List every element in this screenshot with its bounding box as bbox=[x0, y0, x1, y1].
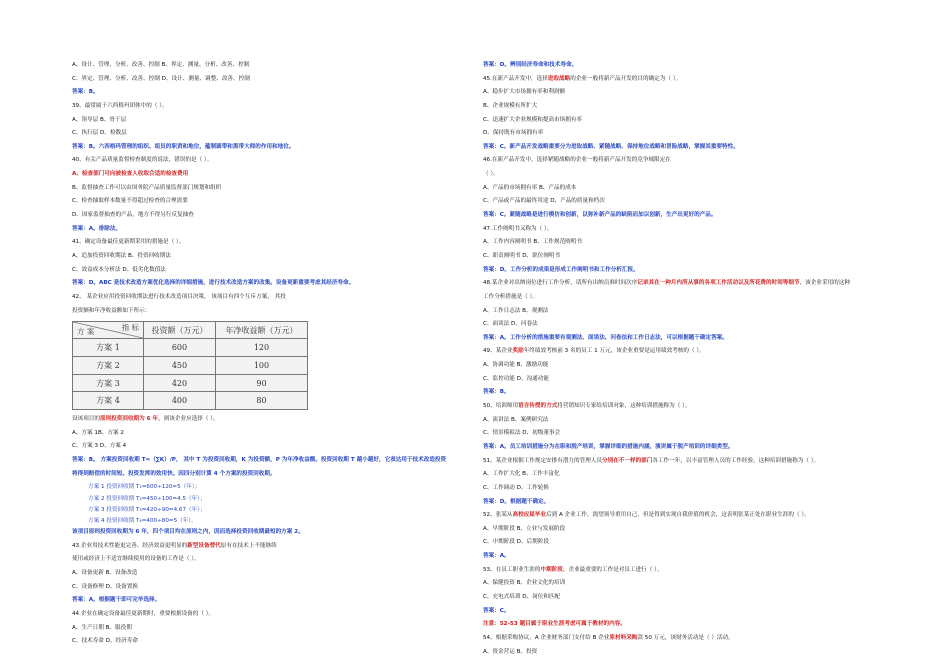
text-line: 使用或经济上不适宜继续使用的设备的工作是（ ）。 bbox=[72, 556, 200, 563]
answer-line: 答案：A。根据题干即可完毕选择。 bbox=[72, 597, 161, 604]
text-line: 42、 某企业应用投资回收期法进行技术改造项目决策， 该项目有四个互斥方案， 其投 bbox=[72, 293, 286, 300]
text-line: D、国家监督抽查的产品，地方不得另行反复抽查 bbox=[72, 212, 194, 219]
table-row bbox=[73, 356, 308, 374]
table-header-indicator: 指 标 bbox=[121, 323, 139, 333]
table-cell: 450 bbox=[144, 356, 216, 374]
text-line: A、方案 1B、方案 2 bbox=[72, 429, 124, 436]
text-line bbox=[483, 76, 883, 82]
answer-line: 答案：C。新产品开发战略重要分为进取战略、紧随战略、保持地位战略和冒险战略，掌握其重要特性。 bbox=[483, 143, 739, 150]
highlight-run: 记录其在一种月内所从事的各项工作活动以及所花费的时间等细节 bbox=[637, 280, 800, 287]
highlight-line: A、检查部门可向被检查人收取合适的检查费用 bbox=[72, 171, 189, 178]
text-run: 52、张某从 bbox=[483, 512, 513, 519]
table-cell: 方案 2 bbox=[73, 356, 144, 374]
text-run: 各工作一年，以丰富管理人员的工作经验，这种培训措施称为（ ）。 bbox=[652, 457, 820, 464]
text-line: C、工作调动 D、工作轮换 bbox=[483, 484, 549, 491]
table-cell: 100 bbox=[215, 356, 307, 374]
highlight-run: 分别在不一样的部门 bbox=[602, 457, 653, 464]
answer-line: 答案：B。 bbox=[483, 389, 510, 396]
text-line: B、监督抽查工作可以由国务院产品质量监督部门规划和组织 bbox=[72, 184, 222, 191]
text-line: 46.在新产品开发中，选择紧随战略的企业一般将新产品开发的竞争域限定在 bbox=[483, 157, 671, 164]
text-line: C、方案 3 D、方案 4 bbox=[72, 443, 127, 450]
table-cell: 400 bbox=[144, 392, 216, 410]
answer-line: 答案：A。工作分析的措施重要有观测法、面谈法、问卷法和工作日志法，可以根据题干确定答案。 bbox=[483, 334, 728, 341]
text-line: A、工作日志法 B、观测法 bbox=[483, 307, 549, 314]
answer-line: 答案：D。工作分析的成果是形成工作阐明书和工作分析汇报。 bbox=[483, 266, 639, 273]
text-line: A、设计、管理、分析、改善、控制 B、界定、测量、分析、改善、控制 bbox=[72, 62, 250, 68]
text-line: C、职责阐明书 D、职位阐明书 bbox=[483, 252, 561, 259]
table-header-return: 年净收益额（万元） bbox=[215, 322, 307, 339]
text-line bbox=[483, 348, 883, 354]
highlight-run: 新型设备替代 bbox=[187, 542, 221, 549]
text-run: 48.某企业对出纳岗位进行工作分析，请所有出纳员准时间次序 bbox=[483, 280, 638, 287]
text-line bbox=[72, 416, 472, 422]
text-line bbox=[483, 635, 883, 641]
text-line: C、面谈法 D、问卷法 bbox=[483, 321, 538, 328]
text-line: C、效益成本分析法 D、低劣化数值法 bbox=[72, 266, 166, 273]
text-line bbox=[72, 308, 472, 314]
calc-line: 方案 1 投资回收期 T₁=600÷120=5（年）； bbox=[88, 484, 201, 491]
table-cell: 方案 3 bbox=[73, 374, 144, 392]
left-column bbox=[72, 62, 472, 652]
answer-line: 答案：B。 方案投资回收期 T=（∑K）/P， 其中 T 为投资回收期，K 为投资额，P 为年净收益额。投资回收期 T 越小越好，它表达用于技术改造投资 bbox=[72, 457, 447, 464]
text-line: A、保健投资 B、企业文化的培训 bbox=[483, 580, 566, 587]
text-line: A、工作内容阐明书 B、工作规范阐明书 bbox=[483, 239, 582, 246]
answer-line: 答案：A。排除法。 bbox=[72, 225, 122, 232]
answer-line: 答案：B。 bbox=[72, 89, 99, 96]
calc-line: 方案 2 投资回收期 T₂=450÷100=4.5（年）； bbox=[88, 495, 206, 502]
text-run: ，企业最重要的工作是对员工进行（ ）。 bbox=[562, 566, 663, 573]
text-line: B、企业规模有所扩大 bbox=[483, 102, 538, 109]
text-run: 53、在员工职业生涯的 bbox=[483, 566, 541, 573]
highlight-run: 原则投资回收期为 6 年 bbox=[99, 416, 159, 423]
highlight-run: 进取战略 bbox=[547, 75, 571, 82]
text-line: 40、有关产品质量监督检查制度的说法，错误的是（ ）。 bbox=[72, 157, 213, 164]
text-line: C、中期阶段 D、后期阶段 bbox=[483, 539, 549, 546]
text-line: 47.工作阐明书又称为（ ）。 bbox=[483, 225, 553, 232]
text-line bbox=[483, 280, 883, 286]
table-cell: 80 bbox=[215, 392, 307, 410]
answer-line: 答案：D。辨别经济寿命和技术寿命。 bbox=[483, 62, 578, 68]
text-line: A、产品的市场拥有率 B、产品的成本 bbox=[483, 184, 577, 191]
answer-line: 答案：D。ABC 是技术改造方案优化选择的详细措施，进行技术改造方案的改集。设备更新重要考虑其经济寿命。 bbox=[72, 280, 355, 287]
text-line: D、保持既有市场拥有率 bbox=[483, 130, 544, 137]
text-run: ，则该企业应选择（ ）。 bbox=[158, 416, 219, 423]
text-line: 41、确定设备最佳更新期采用的措施是（ ）。 bbox=[72, 239, 185, 246]
text-line: C、检查抽取样本数量不得超过检查的合理需要 bbox=[72, 198, 188, 205]
investment-table bbox=[72, 321, 308, 410]
text-line: A、领导层 B、骨干层 bbox=[72, 116, 127, 123]
table-row bbox=[73, 339, 308, 357]
text-line: A、追加投资回收期法 B、投资回收期法 bbox=[72, 252, 171, 259]
text-run: 49、某企业 bbox=[483, 348, 513, 355]
table-row bbox=[73, 374, 308, 392]
text-line bbox=[72, 543, 472, 549]
answer-line: 答案：C。 bbox=[483, 607, 510, 614]
text-line: C、执行层 D、检数层 bbox=[72, 130, 127, 137]
calc-line: 方案 3 投资回收期 T₃=420÷90=4.67（年）； bbox=[88, 506, 206, 513]
text-line bbox=[483, 512, 883, 518]
answer-line: 该项目原则投资回收期为 6 年，四个项目均在原则之内，因而选择投资回收期最短的方案 2。 bbox=[72, 529, 304, 536]
text-line: C、产品或产品的最终用途 D、产品的质量和档次 bbox=[483, 198, 605, 205]
table-cell: 120 bbox=[215, 339, 307, 357]
highlight-run: 高校应届毕业 bbox=[512, 512, 547, 519]
text-line: A、生产日期 B、服役期 bbox=[72, 624, 132, 631]
text-run: 原有在技术上不能继续 bbox=[220, 542, 277, 549]
text-run: 54、根据采购协议，A 企业财务部门支付给 B 企业 bbox=[483, 634, 610, 641]
text-line: C、技术寿命 D、经济寿命 bbox=[72, 638, 138, 645]
text-line: A、稳步扩大市场拥有率和利润额 bbox=[483, 89, 566, 96]
text-line: 44.企业在确定设备最佳更新期时，重要根据设备的（ ）。 bbox=[72, 610, 215, 617]
text-line: C、界定、管理、分析、改善、控制 D、设计、测量、调整、改善、控制 bbox=[72, 75, 250, 82]
table-cell: 420 bbox=[144, 374, 216, 392]
table-header-investment: 投资额（万元） bbox=[144, 322, 216, 339]
text-run: 43.企业用技术性能更完善、经济效益更明显的 bbox=[72, 542, 188, 549]
highlight-run: 语言传授的方式 bbox=[518, 403, 558, 410]
table-cell: 方案 1 bbox=[73, 339, 144, 357]
calc-line: 方案 4 投资回收期 T₄=400÷80=5（年）。 bbox=[88, 517, 197, 524]
table-header-scheme: 方 案 bbox=[77, 327, 95, 337]
text-line: A、资金营运 B、投资 bbox=[483, 648, 538, 655]
text-run: ，该企业采用的这种 bbox=[799, 280, 850, 287]
table-row bbox=[73, 392, 308, 410]
text-run: 年终绩效考核前 3 名的员工 1 万元，该企业重要是运用绩效考核的（ ）。 bbox=[523, 348, 705, 355]
right-column bbox=[483, 62, 883, 662]
text-line: C、情景模拟法 D、初级董事会 bbox=[483, 430, 561, 437]
text-line: C、充电式培训 D、岗位和匹配 bbox=[483, 593, 561, 600]
highlight-line: 注意：52-53 题目属于职业生涯考虑可属于教材的内容。 bbox=[483, 621, 626, 628]
highlight-run: 奖励 bbox=[512, 348, 524, 355]
text-run: 45.在新产品开发中，选择 bbox=[483, 75, 548, 82]
text-line bbox=[483, 403, 883, 409]
answer-line: 答案：B。六西格玛管理的组织、组员的职责和地位，蕴制圆带和黑带大师的作用和地位。 bbox=[72, 143, 295, 150]
answer-line: 将得到赔偿的时间短。投资发挥的效用快。因四分别计算 4 个方案的投资回收期。 bbox=[72, 470, 276, 477]
text-run: 设该项目的 bbox=[72, 416, 100, 423]
text-line bbox=[483, 567, 883, 573]
text-line: A、设备更新 B、设备改造 bbox=[72, 570, 138, 577]
answer-line: 答案：C。紧随战略是进行模仿和创新，以弥补新产品的缺陷而加以创新，生产出更好的产品。 bbox=[483, 212, 717, 219]
answer-line: 答案：A。员工培训措施分为在职和脱产培训，掌握详细的措施内涵，演讲属于脱产培训的详细类型。 bbox=[483, 443, 734, 450]
text-line bbox=[483, 458, 883, 464]
answer-line: 答案：D。根据题干确定。 bbox=[483, 498, 550, 505]
text-run: 将营销知识专家给培训对象，这种培训措施称为（ ）。 bbox=[557, 403, 691, 410]
text-line: 工作分析措施是（ ）。 bbox=[483, 293, 538, 300]
text-run: 款 50 万元，该财务活动是（ ）活动。 bbox=[637, 634, 734, 641]
text-run: 的企业一般将新产品开发的目的确定为（ ）。 bbox=[570, 75, 682, 82]
text-line: A、早期阶段 B、立业与发展阶段 bbox=[483, 525, 566, 532]
text-run: 50、培训师用 bbox=[483, 403, 519, 410]
text-line: （ ）。 bbox=[483, 171, 499, 178]
text-line: C、设备修理 D、设备置换 bbox=[72, 583, 138, 590]
text-run: 后到 A 企业工作，渴望领导重用自己，但是得到实现自我价值的机会，这表明张某正处在职业生涯的（ ）。 bbox=[546, 512, 810, 519]
answer-line: 答案：A。 bbox=[483, 553, 510, 560]
text-line: A、演讲法 B、案例研究法 bbox=[483, 416, 549, 423]
table-corner-header bbox=[73, 322, 144, 339]
text-line: A、工作扩大化 B、工作丰富化 bbox=[483, 471, 560, 478]
table-cell: 方案 4 bbox=[73, 392, 144, 410]
text-line: C、迅速扩大企业规模和提高市场拥有率 bbox=[483, 116, 583, 123]
text-run: 51、某企业根据工作规定安排有潜力的管理人员 bbox=[483, 457, 602, 464]
highlight-run: 中期阶段 bbox=[540, 566, 563, 573]
table-cell: 90 bbox=[215, 374, 307, 392]
table-cell: 600 bbox=[144, 339, 216, 357]
text-line: C、监控功能 D、沟通功能 bbox=[483, 375, 549, 382]
highlight-run: 原材料采购 bbox=[609, 634, 638, 641]
text-line: A、协调功能 B、激励功能 bbox=[483, 362, 549, 369]
highlight-run: 投资额和年净收益额如下所示： bbox=[72, 307, 151, 314]
text-line: 39、最常属于六西格玛团体中的（ ）。 bbox=[72, 102, 168, 109]
